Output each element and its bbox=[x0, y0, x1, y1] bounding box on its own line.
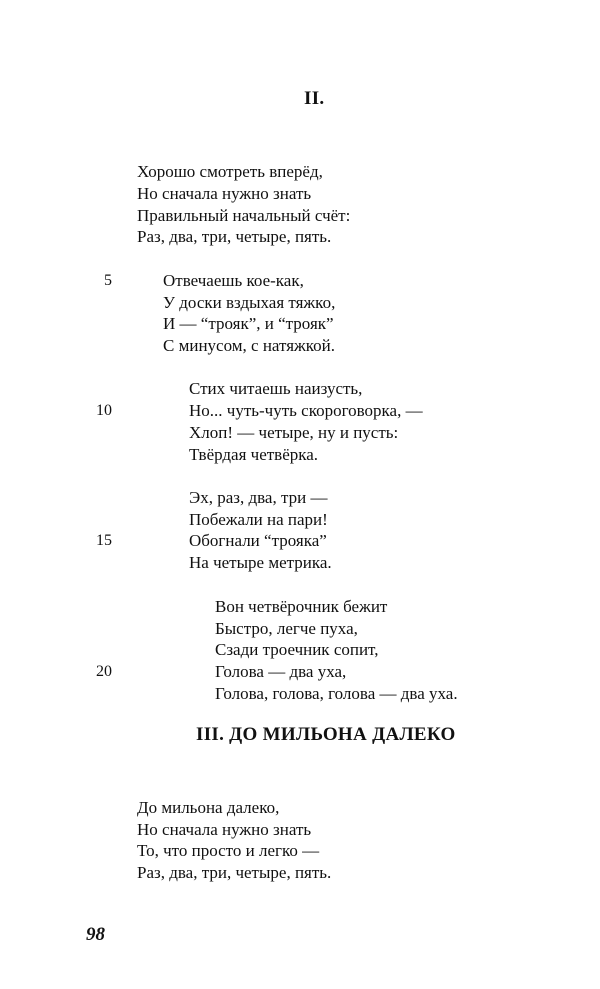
line-number-20: 20 bbox=[96, 663, 112, 680]
verse-line: Вон четвёрочник бежит bbox=[215, 597, 388, 616]
verse-line: До мильона далеко, bbox=[137, 798, 280, 817]
verse-line: У доски вздыхая тяжко, bbox=[163, 293, 336, 312]
verse-line: Побежали на пари! bbox=[189, 510, 328, 529]
verse-line: Раз, два, три, четыре, пять. bbox=[137, 863, 332, 882]
verse-line: Но сначала нужно знать bbox=[137, 820, 312, 839]
verse-line: То, что просто и легко — bbox=[137, 841, 320, 860]
verse-line: Эх, раз, два, три — bbox=[189, 488, 328, 507]
line-number-5: 5 bbox=[104, 272, 112, 289]
section-3-heading: III. ДО МИЛЬОНА ДАЛЕКО bbox=[196, 724, 456, 745]
page-number: 98 bbox=[86, 924, 105, 945]
verse-line: Твёрдая четвёрка. bbox=[189, 445, 319, 464]
verse-line: Но сначала нужно знать bbox=[137, 184, 312, 203]
verse-line: На четыре метрика. bbox=[189, 553, 332, 572]
verse-line: Хорошо смотреть вперёд, bbox=[137, 162, 323, 181]
verse-line: Голова — два уха, bbox=[215, 662, 347, 681]
line-number-10: 10 bbox=[96, 402, 112, 419]
verse-line: С минусом, с натяжкой. bbox=[163, 336, 336, 355]
verse-line: Сзади троечник сопит, bbox=[215, 640, 379, 659]
verse-line: Правильный начальный счёт: bbox=[137, 206, 351, 225]
line-number-15: 15 bbox=[96, 532, 112, 549]
verse-line: Но... чуть-чуть скороговорка, — bbox=[189, 401, 423, 420]
verse-line: Хлоп! — четыре, ну и пусть: bbox=[189, 423, 399, 442]
verse-line: Обогнали “трояка” bbox=[189, 531, 327, 550]
verse-line: Стих читаешь наизусть, bbox=[189, 379, 363, 398]
verse-line: Голова, голова, голова — два уха. bbox=[215, 684, 458, 703]
verse-line: И — “трояк”, и “трояк” bbox=[163, 314, 334, 333]
verse-line: Быстро, легче пуха, bbox=[215, 619, 358, 638]
verse-line: Раз, два, три, четыре, пять. bbox=[137, 227, 332, 246]
verse-line: Отвечаешь кое-как, bbox=[163, 271, 304, 290]
section-2-heading: II. bbox=[304, 88, 325, 109]
